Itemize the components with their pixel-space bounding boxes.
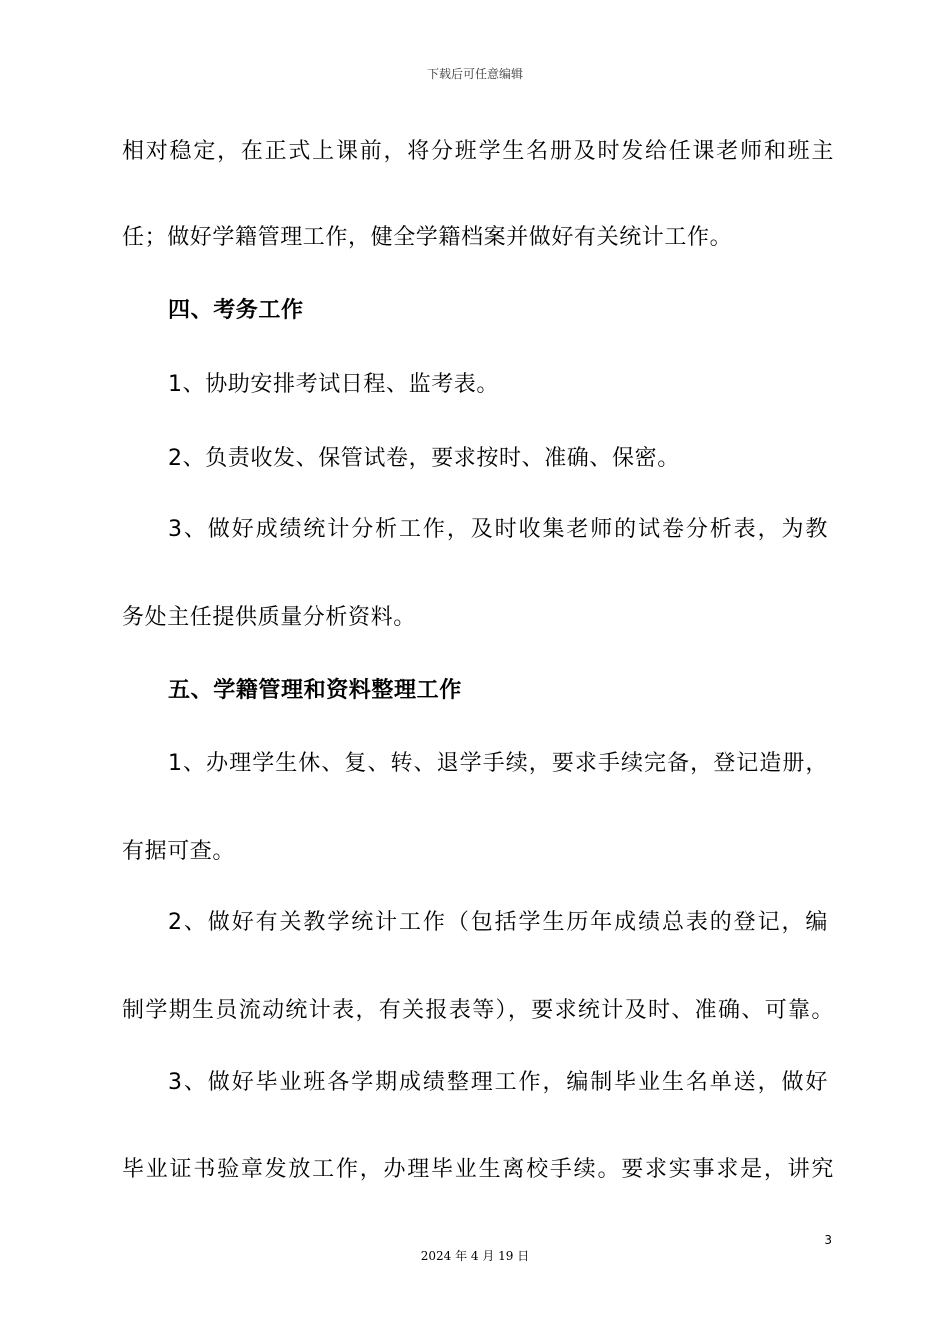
page-number: 3 xyxy=(824,1233,832,1247)
footer-date: 2024 年 4 月 19 日 xyxy=(420,1249,530,1263)
list-item: 1、办理学生休、复、转、退学手续，要求手续完备，登记造册， xyxy=(168,751,828,776)
list-item: 3、做好成绩统计分析工作，及时收集老师的试卷分析表，为教 xyxy=(168,517,828,542)
section-heading-exam-affairs: 四、考务工作 xyxy=(168,298,304,323)
list-item: 3、做好毕业班各学期成绩整理工作，编制毕业生名单送，做好 xyxy=(168,1070,828,1095)
paragraph-line: 有据可查。 xyxy=(122,839,236,864)
paragraph-line: 毕业证书验章发放工作，办理毕业生离校手续。要求实事求是，讲究 xyxy=(122,1157,834,1182)
paragraph-line: 任；做好学籍管理工作，健全学籍档案并做好有关统计工作。 xyxy=(122,225,733,250)
list-item: 2、负责收发、保管试卷，要求按时、准确、保密。 xyxy=(168,446,680,471)
page-header: 下载后可任意编辑 xyxy=(426,67,523,81)
paragraph-line: 制学期生员流动统计表，有关报表等），要求统计及时、准确、可靠。 xyxy=(122,998,834,1023)
section-heading-student-records: 五、学籍管理和资料整理工作 xyxy=(168,678,462,703)
list-item: 2、做好有关教学统计工作（包括学生历年成绩总表的登记，编 xyxy=(168,910,828,935)
list-item: 1、协助安排考试日程、监考表。 xyxy=(168,372,499,397)
paragraph-line: 相对稳定，在正式上课前，将分班学生名册及时发给任课老师和班主 xyxy=(122,139,834,164)
paragraph-line: 务处主任提供质量分析资料。 xyxy=(122,605,416,630)
